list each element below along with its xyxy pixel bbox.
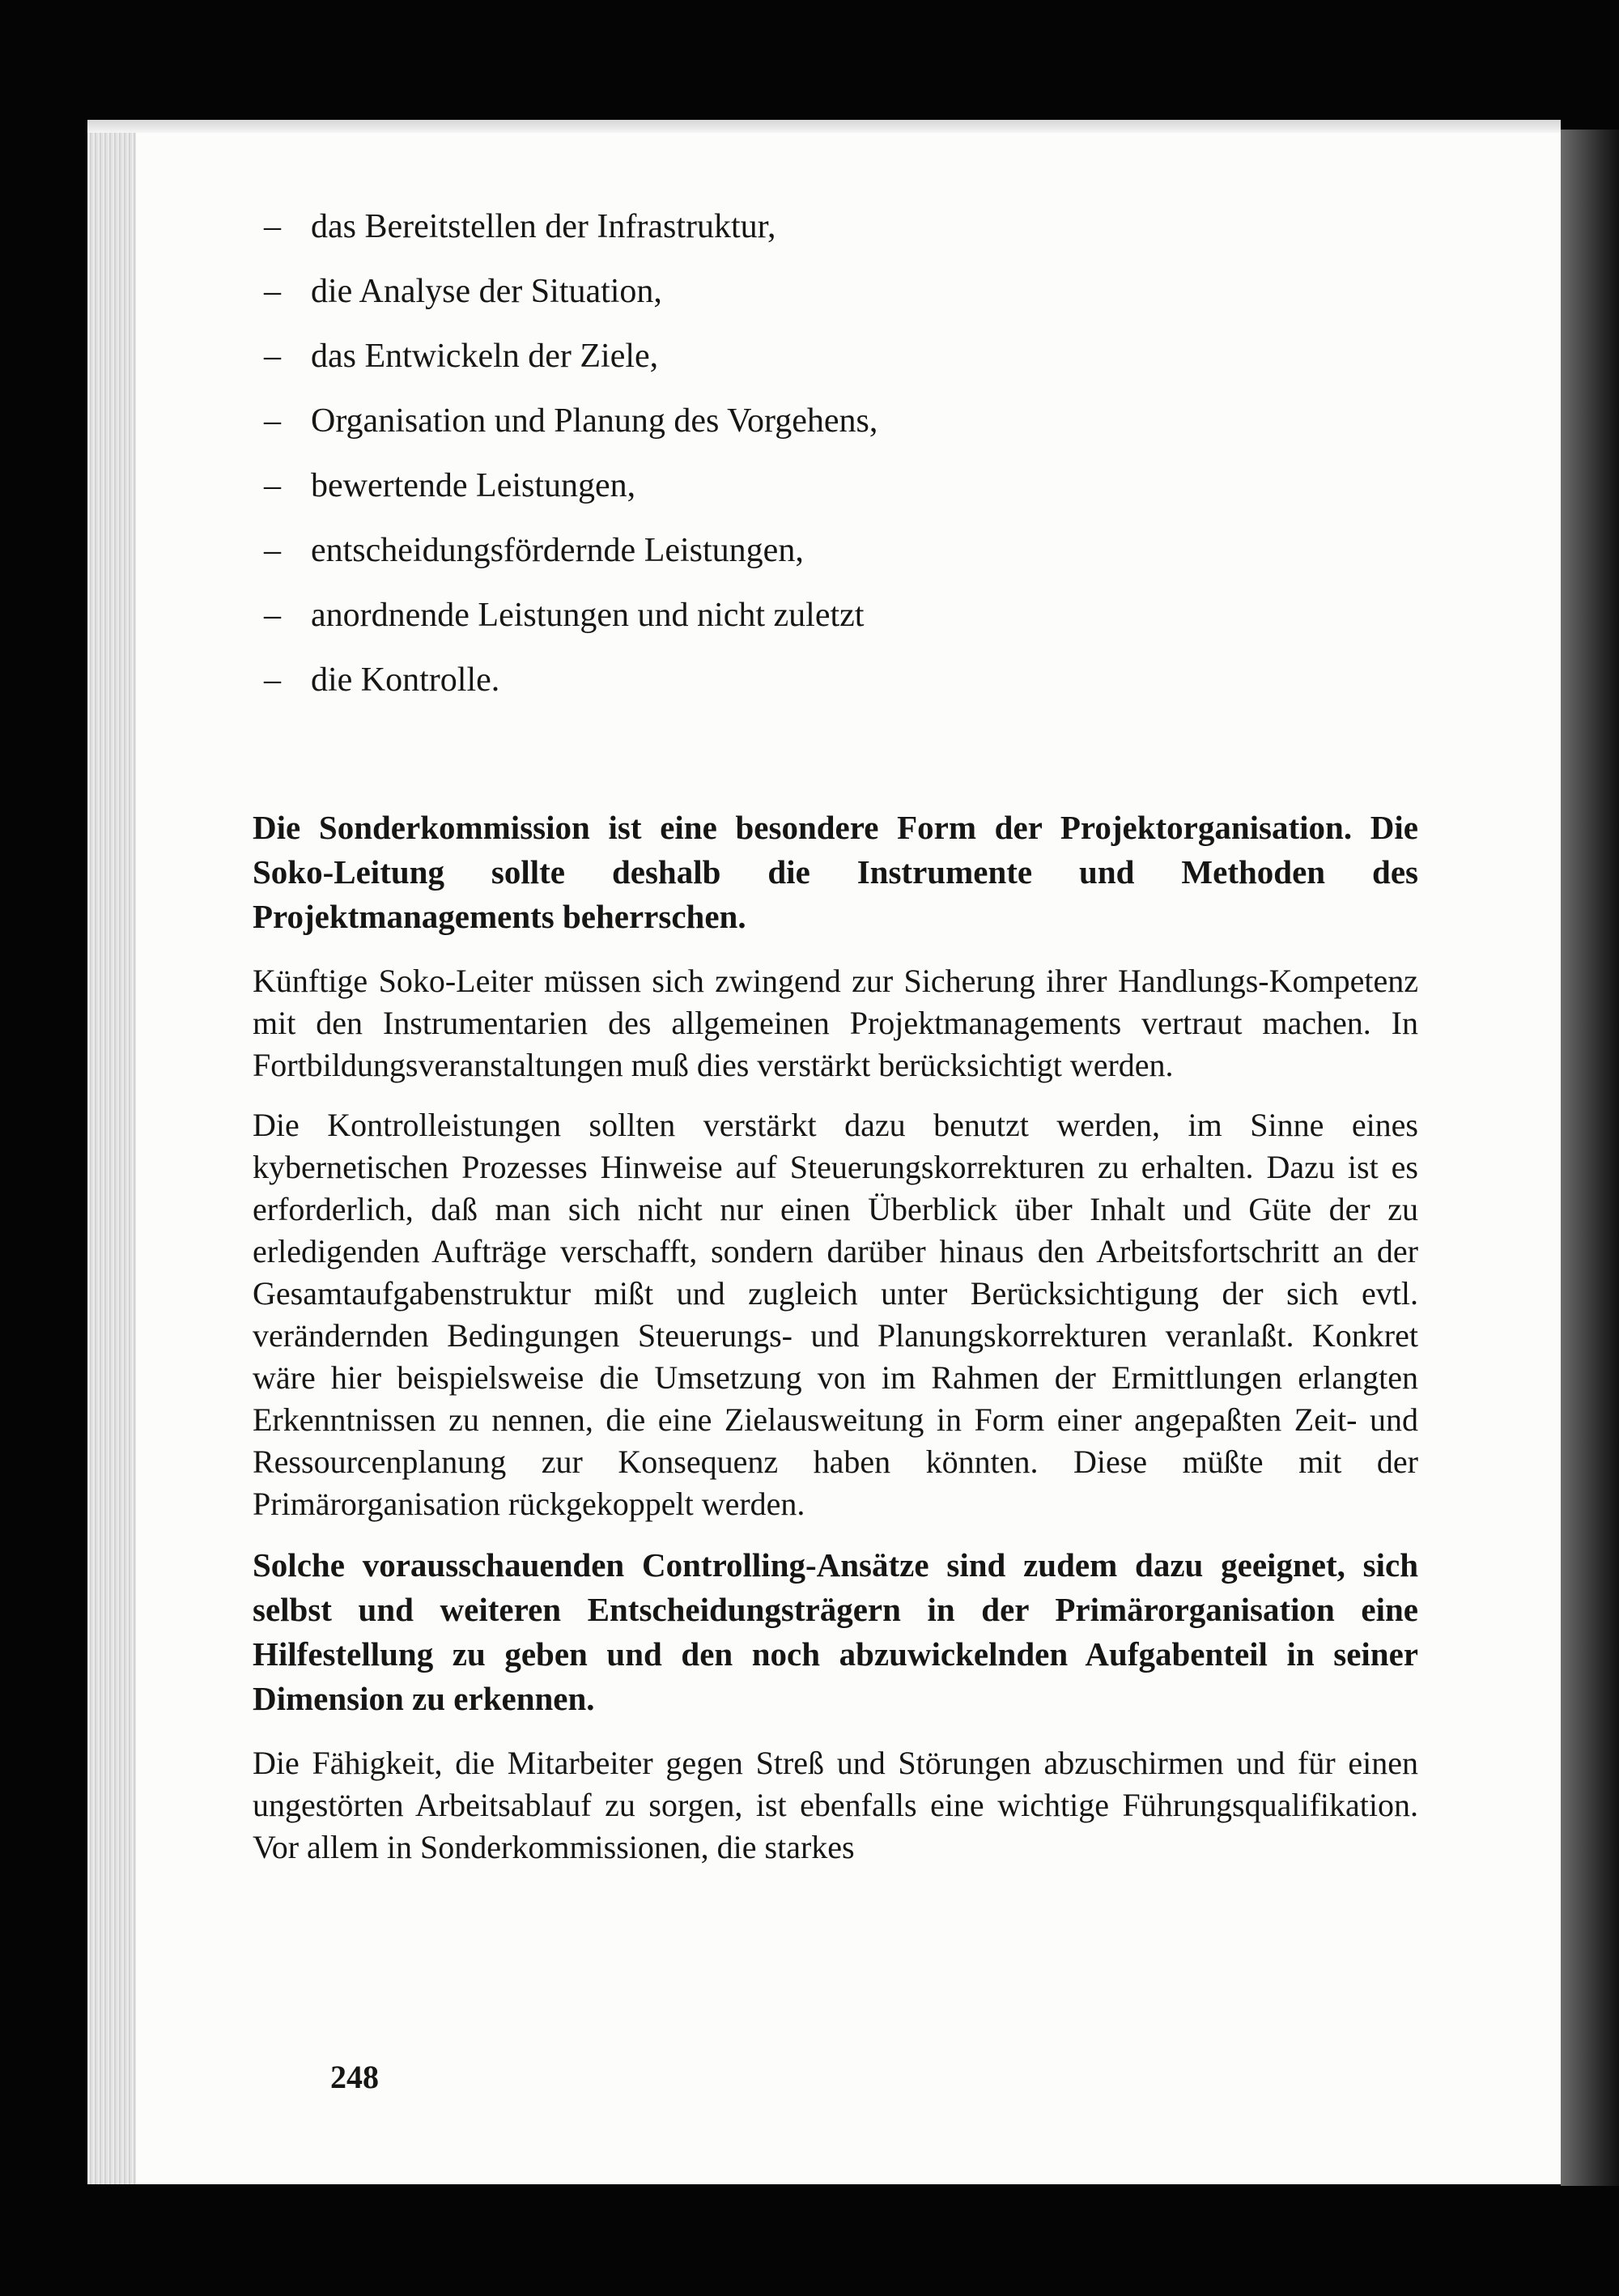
list-item xyxy=(253,194,1418,259)
list-item-text: die Kontrolle. xyxy=(311,661,500,699)
dash-bullet: – xyxy=(264,273,281,310)
list-item-text: Organisation und Planung des Vorgehens, xyxy=(311,402,878,440)
dash-bullet: – xyxy=(264,467,281,504)
list-item xyxy=(253,324,1418,389)
list-item xyxy=(253,583,1418,648)
page-top-edge xyxy=(87,120,1561,133)
body-paragraph-3: Die Fähigkeit, die Mitarbeiter gegen Streß und Störungen abzuschirmen und für einen ungestörten Arbeitsablauf zu sorgen, ist ebenfalls eine wichtige Führungsqualifikation. Vor allem in Sonderkommissionen, die starkes xyxy=(253,1745,1418,1865)
dash-bullet: – xyxy=(264,661,281,699)
list-item-text: bewertende Leistungen, xyxy=(311,467,636,504)
task-list xyxy=(253,194,1418,712)
list-item-text: anordnende Leistungen und nicht zuletzt xyxy=(311,597,865,634)
page-stack-edges xyxy=(87,120,136,2184)
list-item xyxy=(253,389,1418,453)
dash-bullet: – xyxy=(264,532,281,569)
list-item-text: die Analyse der Situation, xyxy=(311,273,662,310)
page-content xyxy=(253,194,1418,1869)
list-item xyxy=(253,259,1418,324)
bold-thesis-1: Die Sonderkommission ist eine besondere Form der Projektorganisation. Die Soko-Leitung sollte deshalb die Instrumente und Methoden des Projektmanagements beherrschen. xyxy=(253,809,1418,935)
list-item xyxy=(253,648,1418,712)
list-item-text: das Entwickeln der Ziele, xyxy=(311,338,659,375)
list-item xyxy=(253,453,1418,518)
body-paragraph-2: Die Kontrolleistungen sollten verstärkt dazu benutzt werden, im Sinne eines kybernetischen Prozesses Hinweise auf Steuerungskorrekturen zu erhalten. Dazu ist es erforderlich, daß man sich nicht nur einen Überblick über Inhalt und Güte der zu erledigenden Aufträge verschafft, sondern darüber hinaus den Arbeitsfortschritt an der Gesamtaufgabenstruktur mißt und zugleich unter Berücksichtigung der sich evtl. verändernden Bedingungen Steuerungs- und Planungskorrekturen veranlaßt. Konkret wäre hier beispielsweise die Umsetzung von im Rahmen der Ermittlungen erlangten Erkenntnissen zu nennen, die eine Zielausweitung in Form einer angepaßten Zeit- und Ressourcenplanung zur Konsequenz haben könnten. Diese müßte mit der Primärorganisation rückgekoppelt werden. xyxy=(253,1107,1418,1522)
bold-thesis-2: Solche vorausschauenden Controlling-Ansätze sind zudem dazu geeignet, sich selbst und weiteren Entscheidungsträgern in der Primärorganisation eine Hilfestellung zu geben und den noch abzuwickelnden Aufgabenteil in seiner Dimension zu erkennen. xyxy=(253,1546,1418,1717)
dash-bullet: – xyxy=(264,208,281,245)
dash-bullet: – xyxy=(264,338,281,375)
list-item xyxy=(253,518,1418,583)
list-item-text: das Bereitstellen der Infrastruktur, xyxy=(311,208,776,245)
dash-bullet: – xyxy=(264,597,281,634)
dash-bullet: – xyxy=(264,402,281,440)
list-item-text: entscheidungsfördernde Leistungen, xyxy=(311,532,804,569)
page-number: 248 xyxy=(330,2059,379,2095)
facing-page-edge xyxy=(1561,130,1619,2186)
body-paragraph-1: Künftige Soko-Leiter müssen sich zwingend zur Sicherung ihrer Handlungs-Kompetenz mit den Instrumentarien des allgemeinen Projektmanagements vertraut machen. In Fortbildungsveranstaltungen muß dies verstärkt berücksichtigt werden. xyxy=(253,963,1418,1083)
